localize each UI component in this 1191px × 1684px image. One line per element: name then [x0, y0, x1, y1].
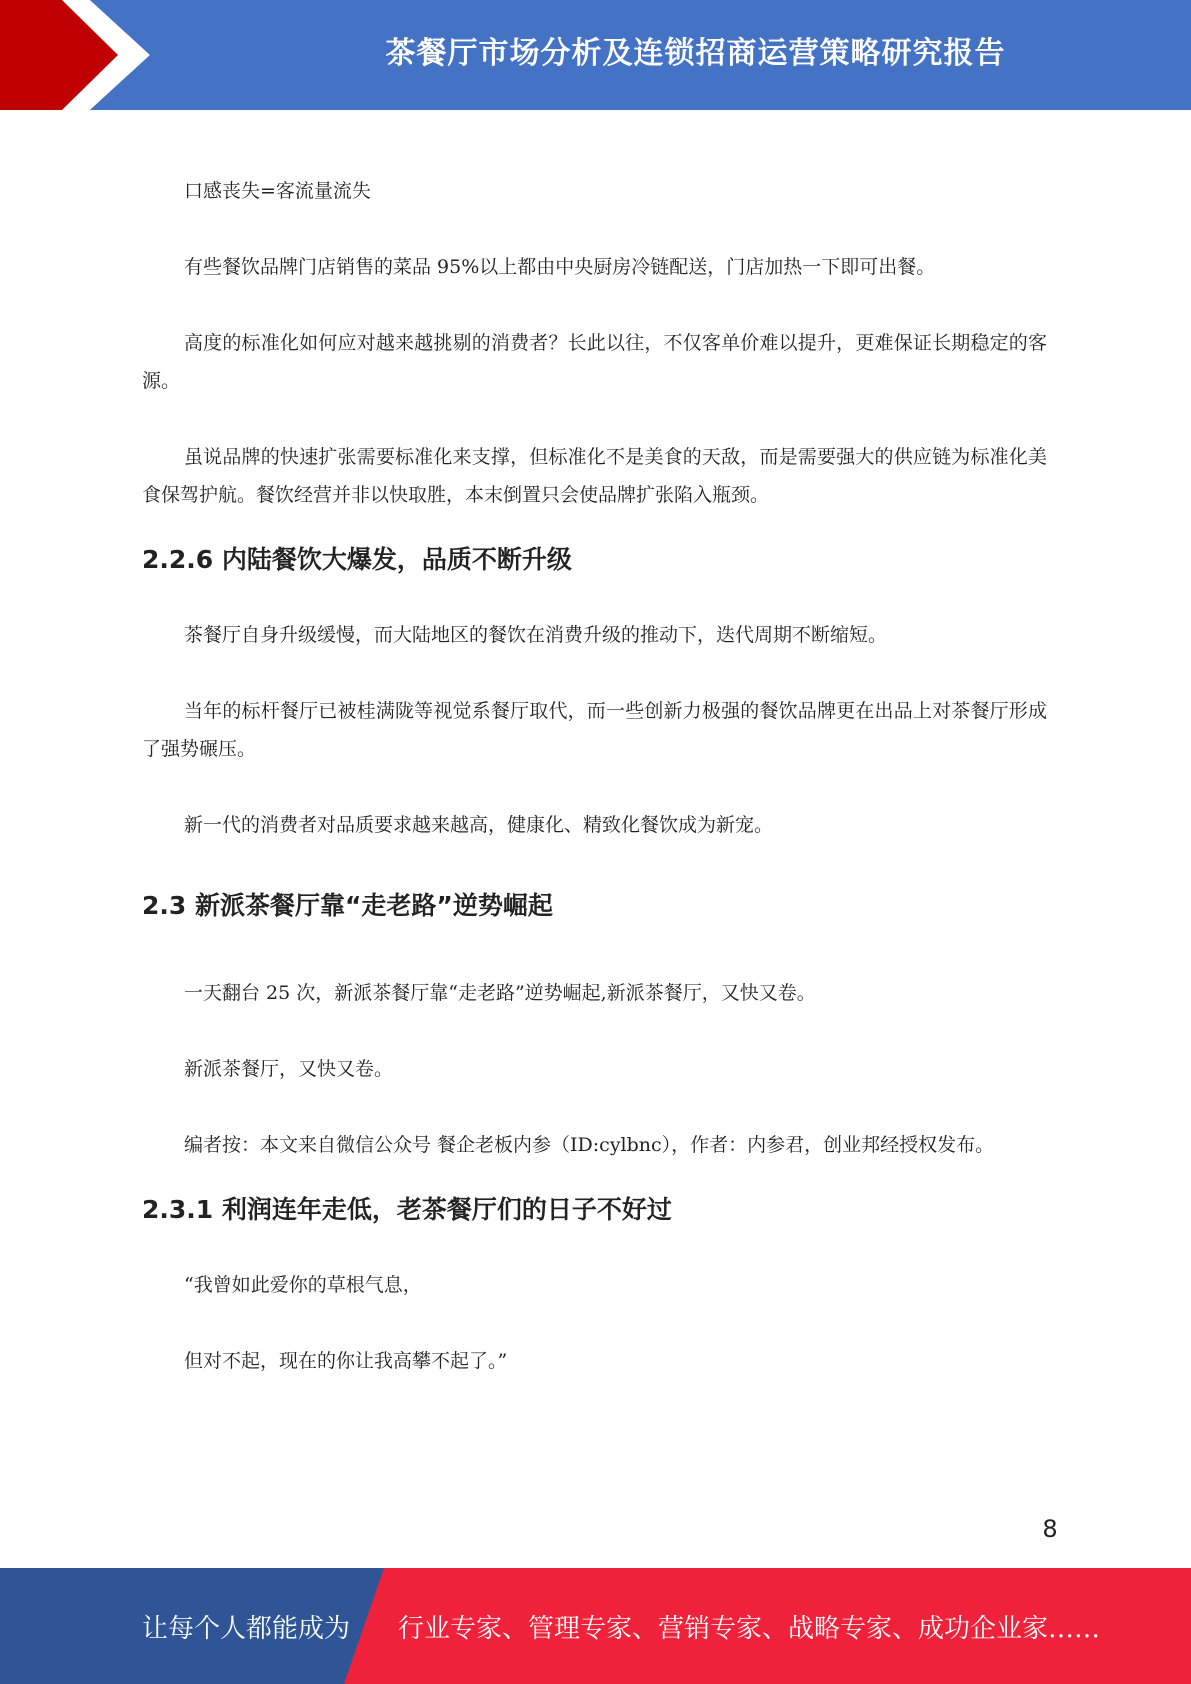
paragraph: 高度的标准化如何应对越来越挑剔的消费者？长此以往，不仅客单价难以提升，更难保证长期稳定的客源。 — [142, 332, 1047, 392]
paragraph: 口感丧失=客流量流失 — [184, 180, 371, 202]
section-heading: 2.2.6 内陆餐饮大爆发，品质不断升级 — [142, 545, 572, 574]
paragraph: “我曾如此爱你的草根气息， — [184, 1274, 422, 1296]
page-header — [0, 0, 1191, 110]
paragraph: 有些餐饮品牌门店销售的菜品 95%以上都由中央厨房冷链配送，门店加热一下即可出餐。 — [184, 256, 936, 278]
document-body — [142, 172, 1047, 1380]
paragraph: 编者按：本文来自微信公众号 餐企老板内参（ID:cylbnc），作者：内参君，创业邦经授权发布。 — [184, 1134, 995, 1156]
paragraph: 新一代的消费者对品质要求越来越高，健康化、精致化餐饮成为新宠。 — [184, 814, 774, 836]
paragraph: 当年的标杆餐厅已被桂满陇等视觉系餐厅取代，而一些创新力极强的餐饮品牌更在出品上对茶餐厅形成了强势碾压。 — [142, 700, 1047, 760]
header-arrow-decoration — [0, 0, 200, 110]
paragraph: 但对不起，现在的你让我高攀不起了。” — [184, 1350, 508, 1372]
footer-slogan-left: 让每个人都能成为 — [142, 1613, 351, 1644]
page-footer — [0, 1568, 1191, 1684]
paragraph: 虽说品牌的快速扩张需要标准化来支撑，但标准化不是美食的天敌，而是需要强大的供应链为标准化美食保驾护航。餐饮经营并非以快取胜，本末倒置只会使品牌扩张陷入瓶颈。 — [142, 446, 1047, 506]
footer-slogan-right: 行业专家、管理专家、营销专家、战略专家、成功企业家…… — [398, 1613, 1101, 1644]
report-title: 茶餐厅市场分析及连锁招商运营策略研究报告 — [385, 36, 1006, 71]
paragraph: 一天翻台 25 次，新派茶餐厅靠“走老路”逆势崛起,新派茶餐厅，又快又卷。 — [184, 982, 816, 1004]
paragraph: 新派茶餐厅，又快又卷。 — [184, 1058, 394, 1080]
page-number: 8 — [1042, 1515, 1058, 1543]
section-heading: 2.3 新派茶餐厅靠“走老路”逆势崛起 — [142, 891, 553, 920]
section-heading: 2.3.1 利润连年走低，老茶餐厅们的日子不好过 — [142, 1195, 672, 1224]
paragraph: 茶餐厅自身升级缓慢，而大陆地区的餐饮在消费升级的推动下，迭代周期不断缩短。 — [184, 624, 888, 646]
